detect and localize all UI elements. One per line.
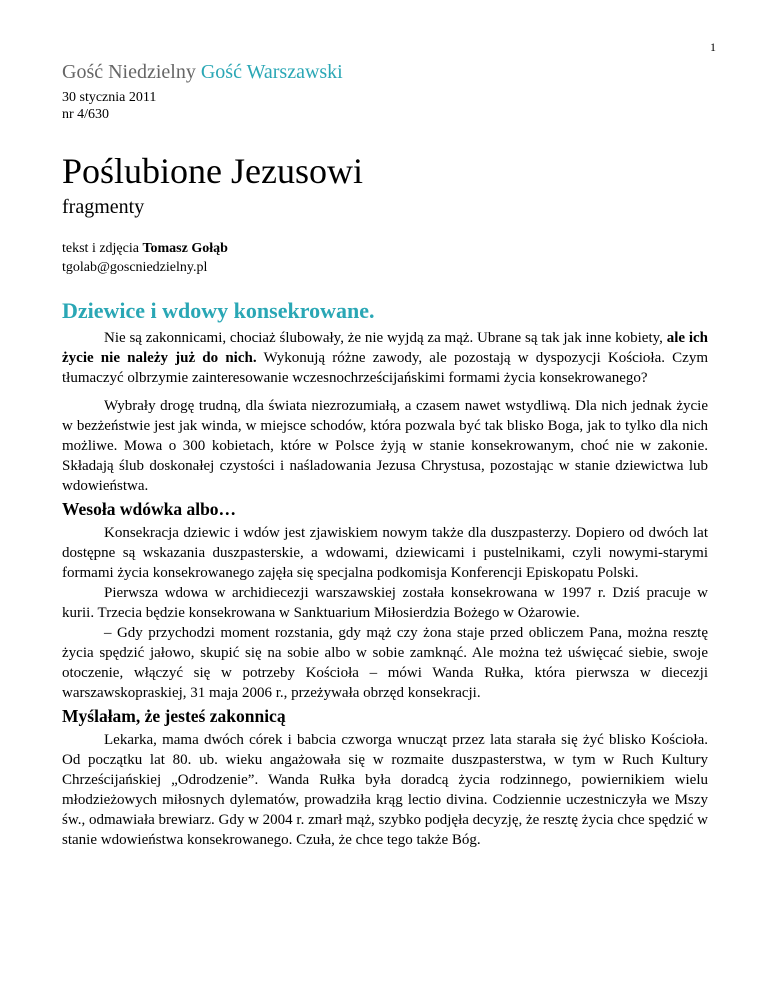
paragraph: Pierwsza wdowa w archidiecezji warszawskiej została konsekrowana w 1997 r. Dziś pracuje w kurii. Trzecia będzie konsekrowana w Sanktuarium Miłosierdzia Bożego w Ożarowie.: [62, 585, 708, 621]
article-subtitle: fragmenty: [62, 196, 145, 218]
author-name: Tomasz Gołąb: [142, 241, 228, 256]
paragraph: Wybrały drogę trudną, dla świata niezrozumiałą, a czasem nawet wstydliwą. Dla nich jednak życie w bezżeństwie jest jak winda, w miejsce schodów, która pozwala być tak blisko Boga, jak to tylko dla nich możliwe. Mowa o 300 kobietach, które w Polsce żyją w stanie konsekrowanym, choć nie w zakonie. Składają ślub doskonałej czystości i naśladowania Jezusa Chrystusa, pozostając w stanie dziewictwa lub wdowieństwa.: [62, 398, 708, 494]
paragraph: Lekarka, mama dwóch córek i babcia czworga wnucząt przez lata starała się żyć blisko Kościoła. Od początku lat 80. ub. wieku angażowała się w rozmaite duszpasterstwa, w tym w Ruch Kultury Chrześcijańskiej „Odrodzenie”. Wanda Rułka była doradcą życia rodzinnego, powiernikiem wielu młodzieżowych miłosnych dylematów, prowadziła krąg lectio divina. Codziennie uczestniczyła we Mszy św., odmawiała brewiarz. Gdy w 2004 r. zmarł mąż, szybko podjęła decyzję, że resztę życia chce spędzić w stanie wdowieństwa konsekrowanego. Czuła, że chce tego także Bóg.: [62, 732, 708, 848]
paragraph: Konsekracja dziewic i wdów jest zjawiskiem nowym także dla duszpasterzy. Dopiero od dwóch lat dostępne są wskazania duszpasterskie, a wdowami, dziewicami i pustelnikami, czyli nowymi-starymi formami życia konsekrowanego zajęła się specjalna podkomisja Konferencji Episkopatu Polski.: [62, 525, 708, 581]
bold-phrase: ale ich życie nie należy już do nich.: [62, 330, 708, 366]
issue-number: nr 4/630: [62, 107, 110, 122]
issue-date: 30 stycznia 2011: [62, 90, 157, 105]
author-email: tgolab@goscniedzielny.pl: [62, 260, 208, 275]
section-heading-2: Wesoła wdówka albo…: [62, 499, 237, 519]
masthead: [62, 60, 708, 84]
masthead-publication: Gość Niedzielny: [62, 61, 196, 83]
article-title: Poślubione Jezusowi: [62, 151, 363, 191]
section-heading-1: Dziewice i wdowy konsekrowane.: [62, 298, 375, 323]
section-heading-3: Myślałam, że jesteś zakonnicą: [62, 706, 286, 726]
document-page: [62, 0, 716, 850]
paragraph: – Gdy przychodzi moment rozstania, gdy mąż czy żona staje przed obliczem Pana, można resztę życia spędzić jałowo, skupić się na sobie albo w sobie zamknąć. Ale można też uświęcać siebie, swoje otoczenie, włączyć się w potrzeby Kościoła – mówi Wanda Rułka, która pierwsza w diecezji warszawskopraskiej, 31 maja 2006 r., przeżywała obrzęd konsekracji.: [62, 625, 708, 701]
paragraph: Nie są zakonnicami, chociaż ślubowały, że nie wyjdą za mąż. Ubrane są tak jak inne kobiety, ale ich życie nie należy już do nich. Wykonują różne zawody, ale pozostają w dyspozycji Kościoła. Czym tłumaczyć olbrzymie zainteresowanie wczesnochrześcijańskimi formami życia konsekrowanego?: [62, 330, 708, 386]
author-credit: [62, 239, 708, 277]
masthead-edition: Gość Warszawski: [200, 61, 343, 83]
page-number: 1: [710, 40, 716, 54]
credit-prefix: tekst i zdjęcia: [62, 241, 143, 256]
issue-info: [62, 89, 708, 123]
